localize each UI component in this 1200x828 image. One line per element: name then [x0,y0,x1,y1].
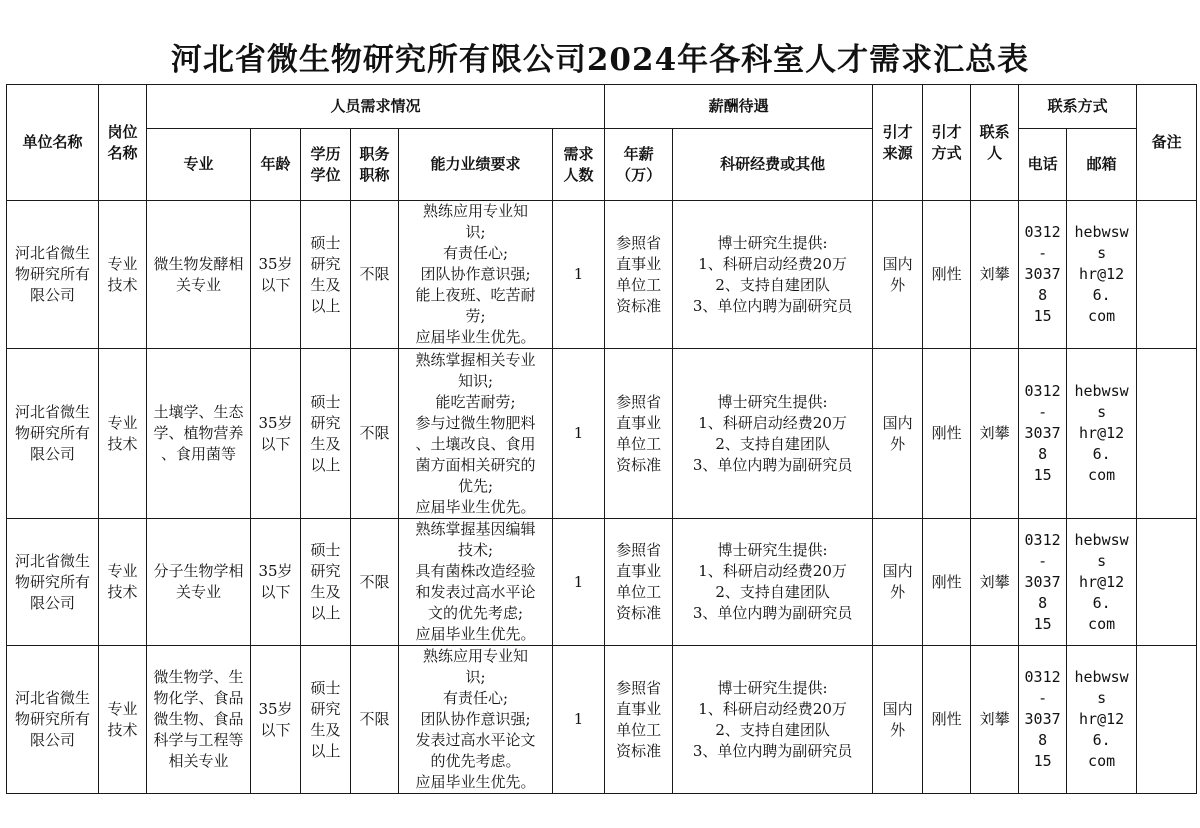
cell-method: 刚性 [923,646,971,794]
cell-remark [1137,646,1197,794]
cell-headcount: 1 [553,201,605,349]
header-source [873,85,923,201]
cell-age [251,646,301,794]
cell-remark [1137,349,1197,519]
table-row [7,349,1197,519]
cell-headcount: 1 [553,519,605,646]
cell-line: 应届毕业生优先。 [415,497,536,516]
header-group-contact: 联系方式 [1019,85,1137,129]
cell-degree [301,201,351,349]
cell-line: 河北省微生 [14,244,90,262]
cell-line: 1、科研启动经费20万 [698,562,847,580]
cell-remark [1137,519,1197,646]
cell-method: 刚性 [923,519,971,646]
cell-line: 资标准 [616,455,662,474]
cell-phone [1019,201,1067,349]
cell-line: 需求 [563,144,594,163]
cell-degree [301,349,351,519]
cell-line: 应届毕业生优先。 [415,773,536,791]
cell-line: 能上夜班、吃苦耐 [415,286,536,304]
cell-line: 限公司 [29,593,75,612]
header-post [99,85,147,201]
cell-age [251,349,301,519]
header-contact-person [971,85,1019,201]
cell-headcount: 1 [553,349,605,519]
cell-line: 微生物发酵相 [153,254,244,273]
cell-line: 名称 [107,143,138,162]
cell-post [99,519,147,646]
cell-line: 职务 [359,144,390,163]
cell-degree [301,646,351,794]
cell-line: 研究 [310,562,341,580]
cell-post [99,646,147,794]
cell-major [147,646,251,794]
cell-line: 博士研究生提供: [717,392,828,411]
cell-line: 0312- [1024,530,1061,570]
cell-line: com [1088,752,1116,770]
cell-line: 博士研究生提供: [717,233,828,252]
cell-line: 资标准 [616,296,662,315]
cell-line: 引才 [882,122,913,141]
cell-line: 河北省微生 [14,689,90,707]
cell-line: 有责任心; [442,689,509,707]
header-row-2 [7,129,1197,201]
cell-line: 学历 [310,144,341,163]
cell-line: 专业 [107,413,138,432]
cell-line: 、食用菌等 [160,445,236,463]
cell-line: 岗位 [107,122,138,141]
cell-line: 物研究所有 [14,710,90,728]
cell-line: 35岁 [258,254,293,273]
cell-line: 生及 [310,275,341,294]
header-headcount [553,129,605,201]
cell-line: 技术; [457,541,494,559]
cell-unit [7,201,99,349]
cell-line: 1、科研启动经费20万 [698,413,847,432]
cell-line: 生及 [310,583,341,601]
cell-line: 直事业 [616,562,662,580]
cell-major [147,201,251,349]
cell-line: 熟练掌握基因编辑 [415,520,536,538]
cell-line: 硕士 [310,233,341,252]
cell-line: 限公司 [29,445,75,463]
cell-line: 35岁 [258,562,293,580]
cell-line: 河北省微生 [14,551,90,570]
cell-ability [399,646,553,794]
cell-line: 博士研究生提供: [717,678,828,697]
header-group-pay: 薪酬待遇 [605,85,873,129]
cell-source [873,646,923,794]
cell-line: 技术 [107,583,138,601]
cell-line: 国内 [882,413,913,432]
header-funding: 科研经费或其他 [673,129,873,201]
cell-contact-person: 刘攀 [971,201,1019,349]
header-email: 邮箱 [1067,129,1137,201]
cell-line: 河北省微生 [14,403,90,421]
cell-line: 以上 [310,296,341,315]
cell-line: com [1088,307,1116,325]
header-major: 专业 [147,129,251,201]
cell-line: 联系 [979,122,1010,141]
cell-line: 微生物、食品 [153,710,244,728]
cell-age [251,201,301,349]
cell-line: 菌方面相关研究的 [415,455,536,474]
cell-line: 2、支持自建团队 [715,275,830,294]
cell-line: 方式 [931,143,962,162]
cell-major [147,349,251,519]
header-unit: 单位名称 [7,85,99,201]
table-row [7,519,1197,646]
cell-line: 物研究所有 [14,265,90,283]
cell-line: 参与过微生物肥料 [415,413,536,432]
cell-major [147,519,251,646]
cell-line: 物研究所有 [14,424,90,442]
cell-line: 分子生物学相 [153,562,244,580]
cell-line: 2、支持自建团队 [715,434,830,453]
cell-line: 微生物学、生 [153,668,244,686]
cell-line: 外 [890,434,906,453]
cell-ability [399,349,553,519]
cell-line: 应届毕业生优先。 [415,625,536,643]
cell-line: hebwsws [1074,223,1129,262]
cell-line: 相关专业 [168,752,229,770]
cell-line: 生及 [310,720,341,739]
page-title: 河北省微生物研究所有限公司2024年各科室人才需求汇总表 [170,42,1030,78]
cell-line: com [1088,614,1116,633]
talent-demand-table [6,84,1197,794]
cell-line: 专业 [107,254,138,273]
cell-line: 有责任心; [442,244,509,262]
cell-line: com [1088,466,1116,484]
cell-line: 以下 [260,720,291,739]
cell-line: 引才 [931,122,962,141]
cell-line: 参照省 [616,678,662,697]
cell-line: 和发表过高水平论 [415,583,536,601]
cell-method: 刚性 [923,201,971,349]
cell-method: 刚性 [923,349,971,519]
header-remark: 备注 [1137,85,1197,201]
cell-funding [673,349,873,519]
cell-line: 熟练应用专业知 [422,647,528,665]
cell-headcount: 1 [553,646,605,794]
cell-line: 单位工 [616,583,662,601]
cell-contact-person: 刘攀 [971,349,1019,519]
cell-line: hr@126. [1079,572,1125,612]
cell-line: hr@126. [1079,265,1125,304]
header-ability: 能力业绩要求 [399,129,553,201]
cell-line: 熟练掌握相关专业 [415,350,536,369]
cell-source [873,519,923,646]
cell-line: 专业 [107,699,138,718]
cell-ability [399,519,553,646]
cell-line: 15 [1033,752,1052,770]
cell-line: 人 [987,143,1003,162]
cell-salary [605,349,673,519]
cell-salary [605,201,673,349]
cell-line: 识; [465,223,486,241]
cell-line: hr@126. [1079,710,1125,749]
cell-line: 研究 [310,699,341,718]
cell-line: 土壤学、生态 [153,403,244,421]
cell-line: 参照省 [616,233,662,252]
cell-phone [1019,519,1067,646]
cell-funding [673,646,873,794]
cell-line: 来源 [882,143,913,162]
cell-line: 科学与工程等 [153,731,244,749]
cell-line: 0312- [1024,223,1061,262]
cell-line: 关专业 [175,275,221,294]
cell-salary [605,646,673,794]
cell-line: 15 [1033,466,1052,484]
cell-line: 熟练应用专业知 [422,202,528,220]
cell-line: hebwsws [1074,382,1129,421]
cell-phone [1019,349,1067,519]
cell-line: 硕士 [310,678,341,697]
cell-line: 团队协作意识强; [420,710,531,728]
cell-line: 直事业 [616,699,662,718]
header-salary [605,129,673,201]
cell-line: 0312- [1024,382,1061,421]
cell-line: hr@126. [1079,424,1125,463]
cell-age [251,519,301,646]
header-phone: 电话 [1019,129,1067,201]
cell-line: 3、单位内聘为副研究员 [692,741,853,760]
cell-source [873,349,923,519]
cell-line: （万） [616,165,662,184]
cell-line: 技术 [107,275,138,294]
cell-line: 限公司 [29,286,75,304]
cell-line: 硕士 [310,541,341,559]
cell-ability [399,201,553,349]
cell-line: 3、单位内聘为副研究员 [692,604,853,622]
cell-line: 国内 [882,562,913,580]
cell-line: 以下 [260,275,291,294]
cell-salary [605,519,673,646]
cell-line: 15 [1033,614,1052,633]
header-degree [301,129,351,201]
cell-title-rank: 不限 [351,201,399,349]
cell-funding [673,201,873,349]
cell-line: 2、支持自建团队 [715,720,830,739]
cell-line: 1、科研启动经费20万 [698,699,847,718]
cell-line: 学位 [310,165,341,184]
cell-line: 研究 [310,413,341,432]
cell-title-rank: 不限 [351,349,399,519]
cell-line: 外 [890,720,906,739]
cell-email [1067,201,1137,349]
cell-contact-person: 刘攀 [971,519,1019,646]
cell-line: 以上 [310,741,341,760]
cell-source [873,201,923,349]
cell-line: 参照省 [616,541,662,559]
cell-line: 30378 [1024,424,1061,463]
cell-line: 国内 [882,699,913,718]
cell-line: 直事业 [616,254,662,273]
cell-line: 以下 [260,583,291,601]
cell-line: 3、单位内聘为副研究员 [692,455,853,474]
cell-email [1067,349,1137,519]
cell-line: 30378 [1024,710,1061,749]
cell-line: 限公司 [29,731,75,749]
cell-line: 2、支持自建团队 [715,583,830,601]
cell-unit [7,349,99,519]
cell-line: 劳; [465,307,486,325]
cell-line: 3、单位内聘为副研究员 [692,296,853,315]
cell-line: 能吃苦耐劳; [435,392,516,411]
cell-phone [1019,646,1067,794]
table-row [7,646,1197,794]
cell-line: 技术 [107,720,138,739]
cell-line: 文的优先考虑; [427,604,524,622]
cell-line: 资标准 [616,741,662,760]
header-method [923,85,971,201]
cell-contact-person: 刘攀 [971,646,1019,794]
cell-line: 硕士 [310,392,341,411]
cell-line: 关专业 [175,583,221,601]
cell-degree [301,519,351,646]
cell-line: 识; [465,668,486,686]
cell-line: 30378 [1024,265,1061,304]
cell-line: 15 [1033,307,1052,325]
cell-unit [7,519,99,646]
cell-line: 的优先考虑。 [430,752,521,770]
cell-line: 团队协作意识强; [420,265,531,283]
cell-line: 以上 [310,604,341,622]
cell-line: 年薪 [623,144,654,163]
header-title-rank [351,129,399,201]
cell-post [99,201,147,349]
cell-email [1067,519,1137,646]
cell-line: 发表过高水平论文 [415,731,536,749]
cell-line: 人数 [563,165,594,184]
cell-line: 学、植物营养 [153,424,244,442]
cell-line: 单位工 [616,720,662,739]
cell-line: hebwsws [1074,668,1129,707]
cell-line: 外 [890,275,906,294]
cell-funding [673,519,873,646]
cell-line: 1、科研启动经费20万 [698,254,847,273]
cell-line: 、土壤改良、食用 [415,434,536,453]
cell-line: 国内 [882,254,913,273]
cell-email [1067,646,1137,794]
cell-post [99,349,147,519]
cell-line: 技术 [107,434,138,453]
cell-line: 生及 [310,434,341,453]
cell-line: 物研究所有 [14,572,90,591]
cell-remark [1137,201,1197,349]
cell-line: 直事业 [616,413,662,432]
cell-line: 资标准 [616,604,662,622]
cell-line: hebwsws [1074,530,1129,570]
cell-line: 以下 [260,434,291,453]
cell-line: 物化学、食品 [153,689,244,707]
cell-line: 单位工 [616,434,662,453]
cell-line: 以上 [310,455,341,474]
table-row [7,201,1197,349]
header-age: 年龄 [251,129,301,201]
cell-line: 专业 [107,562,138,580]
cell-line: 研究 [310,254,341,273]
cell-title-rank: 不限 [351,519,399,646]
cell-line: 30378 [1024,572,1061,612]
cell-unit [7,646,99,794]
cell-line: 优先; [457,476,494,495]
cell-line: 应届毕业生优先。 [415,328,536,346]
cell-line: 具有菌株改造经验 [415,562,536,580]
cell-line: 35岁 [258,413,293,432]
cell-line: 单位工 [616,275,662,294]
cell-line: 博士研究生提供: [717,541,828,559]
cell-line: 职称 [359,165,390,184]
header-group-demand: 人员需求情况 [147,85,605,129]
header-row-1 [7,85,1197,129]
cell-line: 参照省 [616,392,662,411]
cell-line: 外 [890,583,906,601]
cell-title-rank: 不限 [351,646,399,794]
cell-line: 0312- [1024,668,1061,707]
cell-line: 35岁 [258,699,293,718]
cell-line: 知识; [457,371,494,390]
